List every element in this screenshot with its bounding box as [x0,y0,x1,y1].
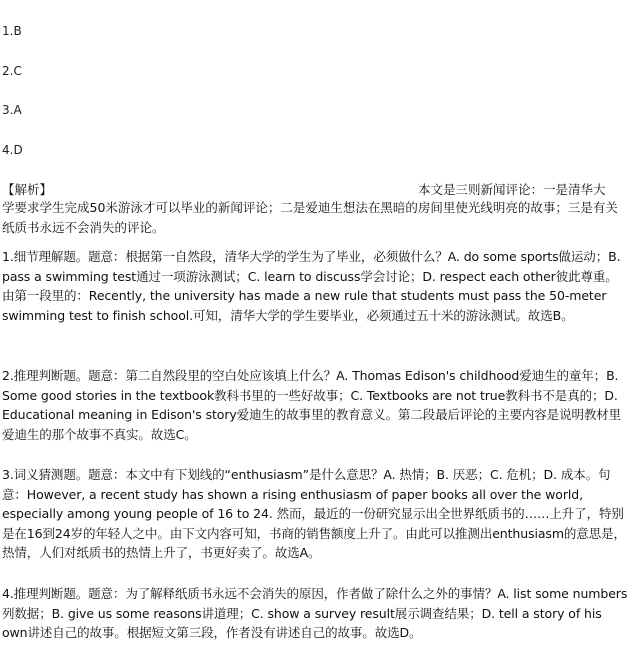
question-3-explanation: 3.词义猜测题。题意：本文中有下划线的“enthusiasm”是什么意思？A. 热情；B. 厌恶；C. 危机；D. 成本。句意：However, a recent study has shown a rising enthusiasm of paper books all over the world, especially among young people of 16 to 24. 然而，最近的一份研究显示出全世界纸质书的……上升了，特别是在16到24岁的年轻人之中。由下文内容可知，书商的销售额度上升了。由此可以推测出enthusiasm的意思是，热情，人们对纸质书的热情上升了，书更好卖了。故选A。 [2,467,626,560]
analysis-summary-start: 本文是三则新闻评论：一是清华大 [418,182,606,197]
answer-4: 4.D [2,143,23,157]
question-1-explanation: 1.细节理解题。题意：根据第一自然段，清华大学的学生为了毕业，必须做什么？A. do some sports做运动；B. pass a swimming test通过一项游泳测试；C. learn to discuss学会讨论；D. respect each other彼此尊重。由第一段里的：Recently, the university has made a new rule that students must pass the 50-meter swimming test to finish school.可知，清华大学的学生要毕业，必须通过五十米的游泳测试。故选B。 [2,249,621,323]
answer-1: 1.B [2,24,22,38]
analysis-summary-continued: 学要求学生完成50米游泳才可以毕业的新闻评论；二是爱迪生想法在黑暗的房间里使光线明亮的故事；三是有关纸质书永远不会消失的评论。 [2,200,618,235]
answer-3: 3.A [2,103,22,117]
question-4-explanation: 4.推理判断题。题意：为了解释纸质书永远不会消失的原因，作者做了除什么之外的事情？A. list some numbers列数据；B. give us some reasons讲道理；C. show a survey result展示调查结果；D. tell a story of his own讲述自己的故事。根据短文第三段，作者没有讲述自己的故事。故选D。 [2,586,628,640]
answer-2: 2.C [2,64,22,78]
question-2-explanation: 2.推理判断题。题意：第二自然段里的空白处应该填上什么？A. Thomas Edison's childhood爱迪生的童年；B. Some good stories in the textbook教科书里的一些好故事；C. Textbooks are not true教科书不是真的；D. Educational meaning in Edison's story爱迪生的故事里的教育意义。第二段最后评论的主要内容是说明教材里爱迪生的那个故事不真实。故选C。 [2,368,622,442]
analysis-heading: 【解析】 [2,182,53,197]
